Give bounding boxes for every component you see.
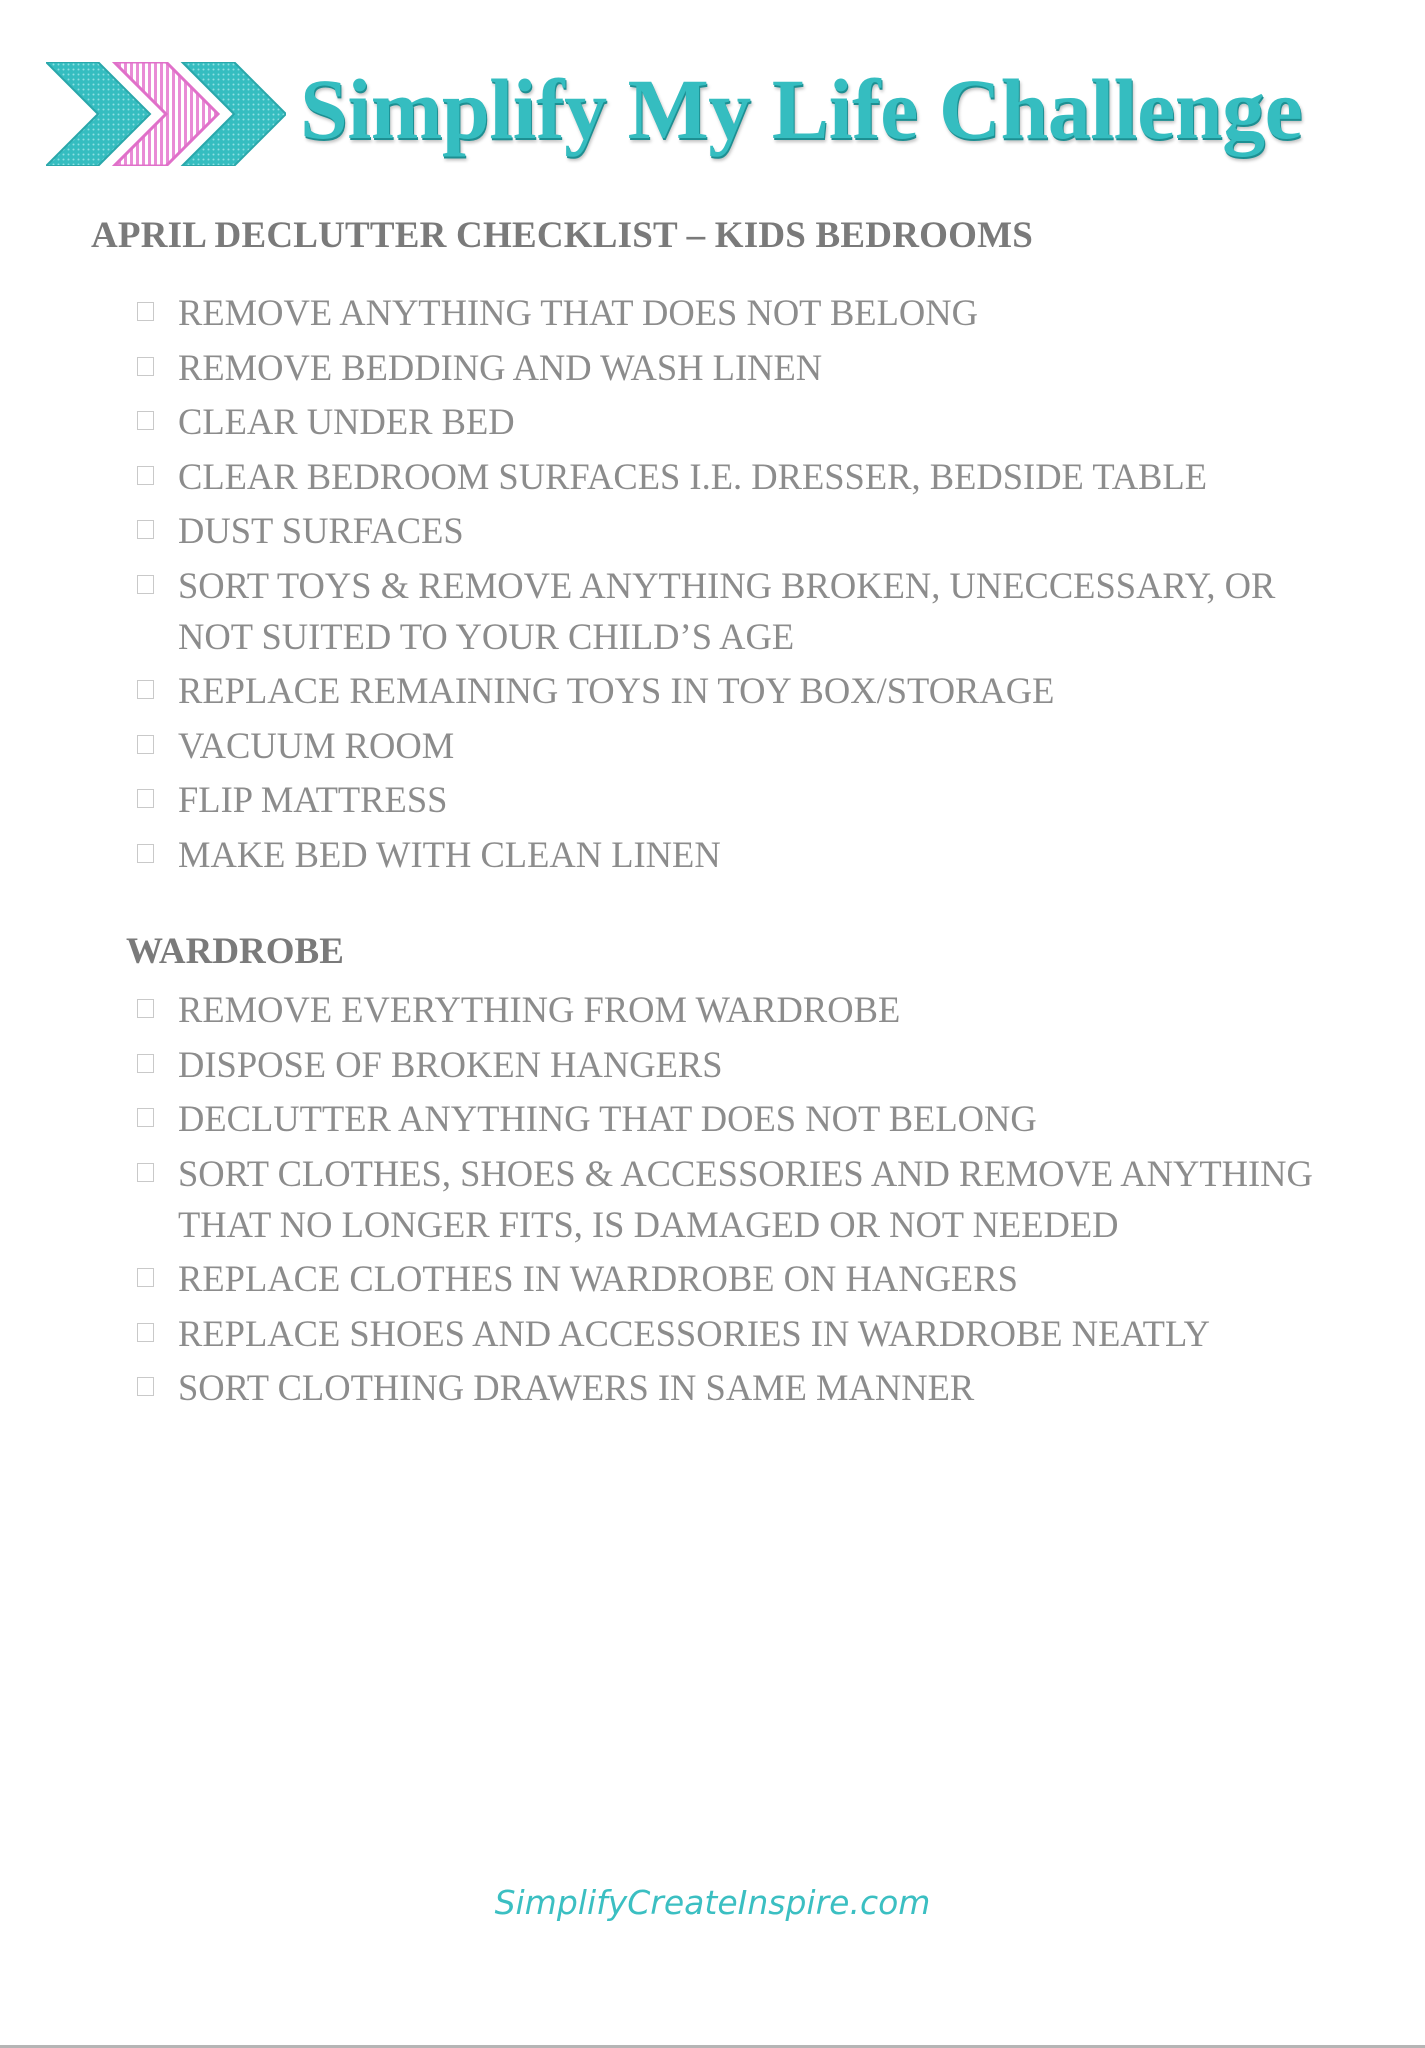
checklist-item-label: MAKE BED WITH CLEAN LINEN (178, 833, 721, 875)
checkbox[interactable] (137, 575, 154, 594)
checkbox[interactable] (137, 999, 154, 1018)
checklist-item-label: SORT CLOTHES, SHOES & ACCESSORIES AND REMOVE ANYTHING THAT NO LONGER FITS, IS DAMAGED OR NOT NEEDED (178, 1152, 1313, 1245)
checklist-item-label: DECLUTTER ANYTHING THAT DOES NOT BELONG (178, 1098, 1037, 1139)
checklist-item-label: DUST SURFACES (178, 510, 464, 551)
checkbox[interactable] (137, 1108, 154, 1127)
checklist-item (137, 829, 1317, 880)
wardrobe-heading: WARDROBE (126, 931, 344, 972)
bedroom-checklist (137, 287, 1317, 883)
checklist-item-label: FLIP MATTRESS (178, 779, 448, 820)
checkbox[interactable] (137, 302, 154, 321)
checklist-item (137, 396, 1317, 447)
checklist-item (137, 1148, 1317, 1250)
website-link[interactable]: SimplifyCreateInspire.com (494, 1883, 931, 1922)
checkbox[interactable] (137, 466, 154, 485)
checklist-item-label: SORT CLOTHING DRAWERS IN SAME MANNER (178, 1367, 975, 1408)
checklist-item (137, 1093, 1317, 1144)
checklist-item-label: REMOVE BEDDING AND WASH LINEN (178, 346, 823, 388)
checkbox[interactable] (137, 1268, 154, 1287)
checklist-item-label: CLEAR BEDROOM SURFACES I.E. DRESSER, BEDSIDE TABLE (178, 455, 1207, 497)
checkbox[interactable] (137, 357, 154, 376)
page-title: Simplify My Life Challenge (300, 61, 1303, 157)
checklist-item (137, 505, 1317, 556)
checkbox[interactable] (137, 735, 154, 754)
checklist-item (137, 984, 1317, 1035)
checkbox[interactable] (137, 1054, 154, 1073)
checklist-item (137, 451, 1317, 502)
checklist-item (137, 774, 1317, 825)
chevron-arrows-icon (46, 62, 286, 166)
checklist-item-label: REPLACE REMAINING TOYS IN TOY BOX/STORAGE (178, 670, 1055, 711)
checklist-item (137, 665, 1317, 716)
checklist-item-label: REMOVE EVERYTHING FROM WARDROBE (178, 989, 901, 1030)
checklist-item-label: VACUUM ROOM (178, 724, 455, 766)
checklist-item-label: REPLACE CLOTHES IN WARDROBE ON HANGERS (178, 1258, 1018, 1299)
checkbox[interactable] (137, 520, 154, 539)
wardrobe-checklist (137, 984, 1317, 1417)
checklist-item (137, 1039, 1317, 1090)
checkbox[interactable] (137, 844, 154, 863)
checklist-item-label: CLEAR UNDER BED (178, 401, 515, 442)
checklist-item (137, 1253, 1317, 1304)
checkbox[interactable] (137, 1163, 154, 1182)
checklist-item (137, 1362, 1317, 1413)
checklist-item-label: REPLACE SHOES AND ACCESSORIES IN WARDROBE NEATLY (178, 1312, 1210, 1354)
checkbox[interactable] (137, 411, 154, 430)
checklist-item (137, 1308, 1317, 1359)
checklist-item (137, 560, 1317, 662)
checklist-item (137, 287, 1317, 338)
checklist-item-label: SORT TOYS & REMOVE ANYTHING BROKEN, UNECCESSARY, OR NOT SUITED TO YOUR CHILD’S AGE (178, 564, 1276, 657)
checklist-item-label: REMOVE ANYTHING THAT DOES NOT BELONG (178, 292, 978, 333)
checklist-heading: APRIL DECLUTTER CHECKLIST – KIDS BEDROOMS (91, 215, 1033, 256)
checkbox[interactable] (137, 1323, 154, 1342)
checkbox[interactable] (137, 680, 154, 699)
checklist-item-label: DISPOSE OF BROKEN HANGERS (178, 1043, 723, 1085)
checklist-item (137, 720, 1317, 771)
checkbox[interactable] (137, 1377, 154, 1396)
checkbox[interactable] (137, 789, 154, 808)
checklist-item (137, 342, 1317, 393)
